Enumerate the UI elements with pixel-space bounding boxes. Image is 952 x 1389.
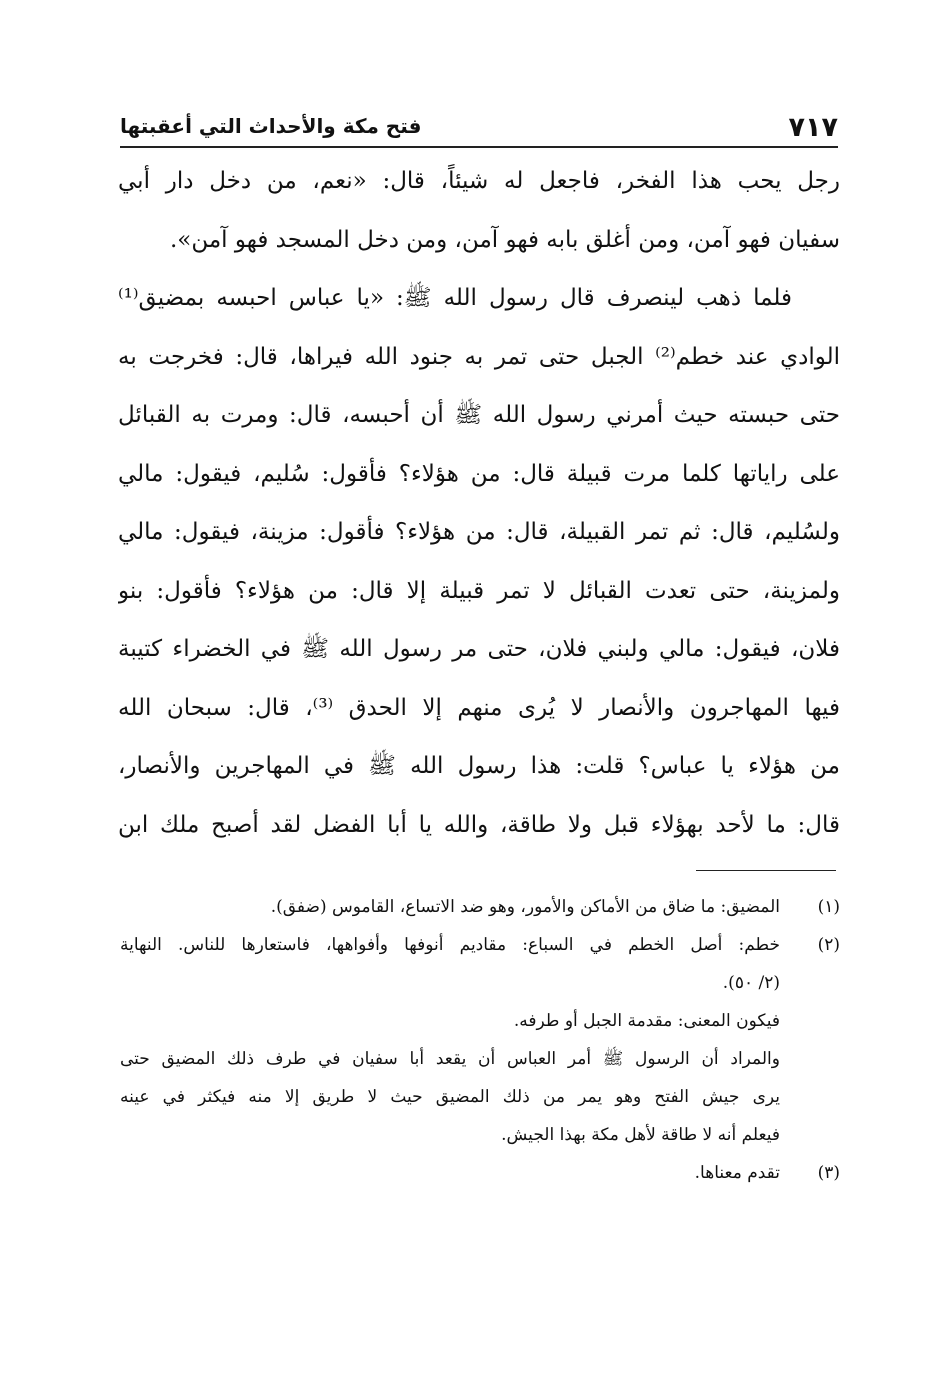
text-line: على راياتها كلما مرت قبيلة قال: من هؤلاء؟ فأقول: سُليم، فيقول: مالي bbox=[118, 460, 840, 487]
text-line: فيها المهاجرون والأنصار لا يُرى منهم إلا الحدق ⁽³⁾، قال: سبحان الله bbox=[118, 694, 840, 721]
page-header bbox=[120, 112, 838, 148]
text-line: رجل يحب هذا الفخر، فاجعل له شيئاً، قال: «نعم، من دخل دار أبي bbox=[118, 168, 840, 194]
footnote-line: يرى جيش الفتح وهو يمر من ذلك المضيق حيث لا طريق إلا منه فيكثر في عينه bbox=[120, 1087, 780, 1107]
text-line: ولسُليم، قال: ثم تمر القبيلة، قال: من هؤلاء؟ فأقول: مزينة، فيقول: مالي bbox=[118, 519, 840, 545]
text-line: قال: ما لأحد بهؤلاء قبل ولا طاقة، والله يا أبا الفضل لقد أصبح ملك ابن bbox=[118, 811, 840, 838]
footnotes bbox=[120, 888, 840, 1192]
footnote-text: تقدم معناها. bbox=[694, 1163, 780, 1183]
text-line: فلما ذهب لينصرف قال رسول الله ﷺ: «يا عباس احبسه بمضيق⁽¹⁾ bbox=[118, 285, 792, 311]
footnote-number: (٣) bbox=[817, 1163, 840, 1183]
text-line: الوادي عند خطم⁽²⁾ الجبل حتى تمر به جنود الله فيراها، قال: فخرجت به bbox=[118, 343, 840, 370]
text-line: سفيان فهو آمن، ومن أغلق بابه فهو آمن، ومن دخل المسجد فهو آمن». bbox=[169, 226, 840, 253]
text-line: ولمزينة، حتى تعدت القبائل لا تمر قبيلة إلا قال: من هؤلاء؟ فأقول: بنو bbox=[118, 577, 840, 604]
page-number: ٧١٧ bbox=[788, 112, 838, 143]
footnote-number: (٢) bbox=[817, 935, 840, 955]
footnote-line: فيكون المعنى: مقدمة الجبل أو طرفه. bbox=[513, 1011, 780, 1031]
footnote-line: (٢/ ٥٠). bbox=[722, 973, 780, 993]
footnote-3 bbox=[120, 1154, 840, 1192]
footnote-line: والمراد أن الرسول ﷺ أمر العباس أن يقعد أبا سفيان في طرف ذلك المضيق حتى bbox=[120, 1049, 780, 1069]
chapter-title: فتح مكة والأحداث التي أعقبتها bbox=[120, 114, 422, 138]
footnote-separator bbox=[696, 870, 836, 871]
text-line: فلان، فيقول: مالي ولبني فلان، حتى مر رسول الله ﷺ في الخضراء كتيبة bbox=[118, 636, 840, 662]
footnote-number: (١) bbox=[817, 897, 840, 917]
footnote-2 bbox=[120, 926, 840, 964]
text-line: من هؤلاء يا عباس؟ قلت: هذا رسول الله ﷺ في المهاجرين والأنصار، bbox=[118, 753, 840, 779]
footnote-line: فيعلم أنه لا طاقة لأهل مكة بهذا الجيش. bbox=[501, 1125, 780, 1145]
footnote-text: خطم: أصل الخطم في السباع: مقاديم أنوفها وأفواهها، فاستعارها للناس. النهاية bbox=[120, 935, 780, 955]
text-line: حتى حبسته حيث أمرني رسول الله ﷺ أن أحبسه، قال: ومرت به القبائل bbox=[118, 402, 840, 428]
main-text bbox=[118, 152, 840, 854]
footnote-text: المضيق: ما ضاق من الأماكن والأمور، وهو ضد الاتساع، القاموس (ضفق). bbox=[270, 897, 780, 917]
footnote-1 bbox=[120, 888, 840, 926]
